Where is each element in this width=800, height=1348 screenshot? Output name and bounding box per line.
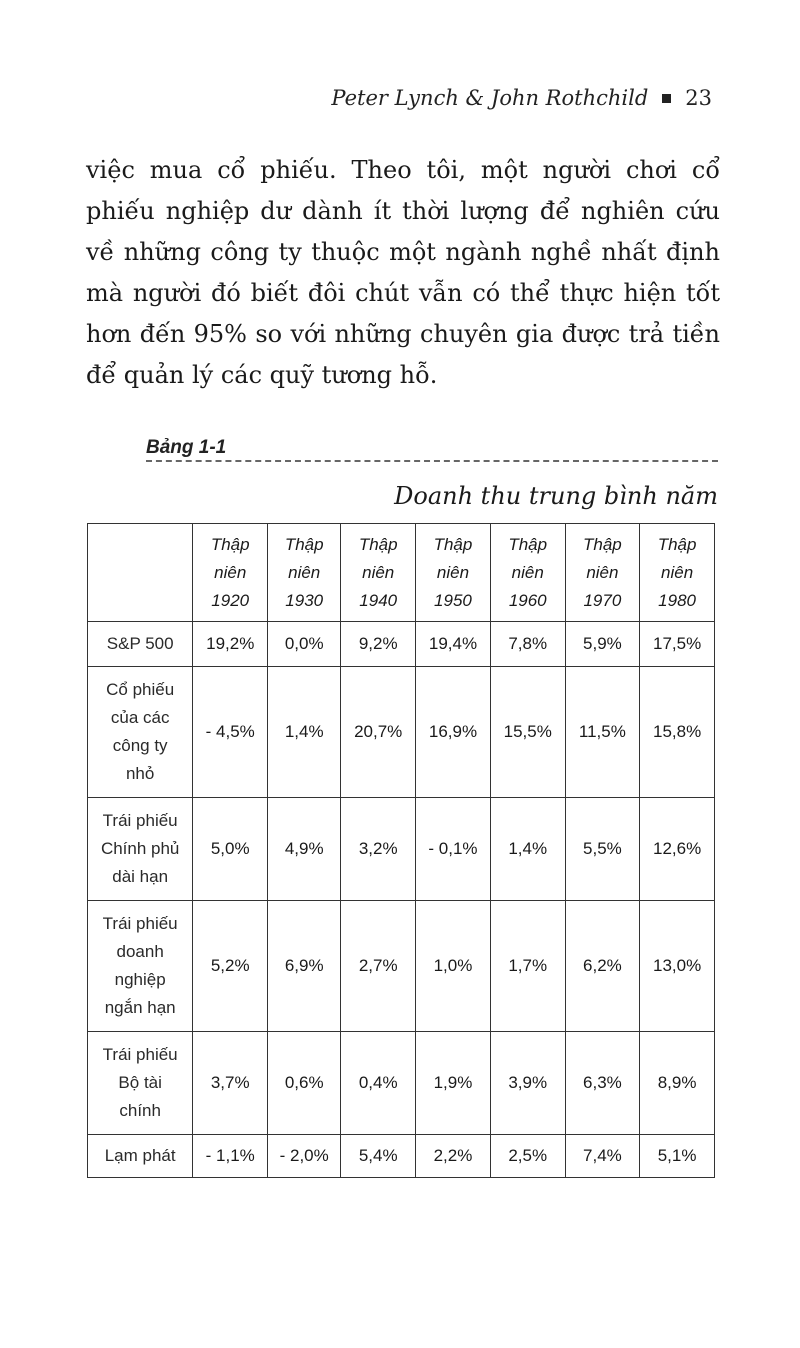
table-header-row — [88, 524, 715, 622]
table-cell: 6,3% — [565, 1032, 640, 1135]
table-cell: 19,2% — [193, 622, 268, 667]
table-cell: 1,9% — [416, 1032, 491, 1135]
table-cell: 15,5% — [490, 667, 565, 798]
table-cell: 3,7% — [193, 1032, 268, 1135]
column-header: Thập niên 1930 — [268, 524, 341, 622]
table-cell: - 0,1% — [416, 798, 491, 901]
table-cell: 3,9% — [490, 1032, 565, 1135]
table-cell: 2,5% — [490, 1135, 565, 1178]
table-cell: 5,4% — [341, 1135, 416, 1178]
table-cell: 0,4% — [341, 1032, 416, 1135]
table-cell: 15,8% — [640, 667, 715, 798]
table-cell: 0,0% — [268, 622, 341, 667]
table-cell: 5,2% — [193, 901, 268, 1032]
table-cell: - 4,5% — [193, 667, 268, 798]
page-number: 23 — [685, 86, 712, 110]
table-cell: 20,7% — [341, 667, 416, 798]
column-header: Thập niên 1970 — [565, 524, 640, 622]
table-row — [88, 622, 715, 667]
table-cell: 0,6% — [268, 1032, 341, 1135]
table-row — [88, 1135, 715, 1178]
table-cell: 19,4% — [416, 622, 491, 667]
table-corner-cell — [88, 524, 193, 622]
table-caption: Doanh thu trung bình năm — [394, 482, 718, 510]
table-cell: - 1,1% — [193, 1135, 268, 1178]
column-header: Thập niên 1960 — [490, 524, 565, 622]
column-header: Thập niên 1920 — [193, 524, 268, 622]
table-cell: 1,4% — [490, 798, 565, 901]
table-cell: 5,5% — [565, 798, 640, 901]
table-cell: 7,8% — [490, 622, 565, 667]
table-cell: 4,9% — [268, 798, 341, 901]
table-cell: 2,2% — [416, 1135, 491, 1178]
table-cell: 1,0% — [416, 901, 491, 1032]
row-header: Trái phiếu doanh nghiệp ngắn hạn — [88, 901, 193, 1032]
table-cell: 7,4% — [565, 1135, 640, 1178]
body-paragraph: việc mua cổ phiếu. Theo tôi, một người chơi cổ phiếu nghiệp dư dành ít thời lượng để nghiên cứu về những công ty thuộc một ngành nghề nhất định mà người đó biết đôi chút vẫn có thể thực hiện tốt hơn đến 95% so với những chuyên gia được trả tiền để quản lý các quỹ tương hỗ. — [86, 156, 720, 389]
table-cell: 3,2% — [341, 798, 416, 901]
table-cell: 17,5% — [640, 622, 715, 667]
table-row — [88, 798, 715, 901]
row-header: S&P 500 — [88, 622, 193, 667]
table-row — [88, 667, 715, 798]
table-cell: 5,1% — [640, 1135, 715, 1178]
table-cell: - 2,0% — [268, 1135, 341, 1178]
table-cell: 5,0% — [193, 798, 268, 901]
running-header — [88, 86, 712, 110]
row-header: Trái phiếu Bộ tài chính — [88, 1032, 193, 1135]
row-header: Lạm phát — [88, 1135, 193, 1178]
column-header: Thập niên 1980 — [640, 524, 715, 622]
table-cell: 6,9% — [268, 901, 341, 1032]
table-cell: 13,0% — [640, 901, 715, 1032]
body-paragraph-block — [86, 150, 720, 396]
table-cell: 2,7% — [341, 901, 416, 1032]
table-cell: 8,9% — [640, 1032, 715, 1135]
table-row — [88, 1032, 715, 1135]
header-authors: Peter Lynch & John Rothchild — [331, 86, 649, 110]
table-cell: 9,2% — [341, 622, 416, 667]
table-cell: 12,6% — [640, 798, 715, 901]
table-cell: 1,7% — [490, 901, 565, 1032]
column-header: Thập niên 1950 — [416, 524, 491, 622]
row-header: Trái phiếu Chính phủ dài hạn — [88, 798, 193, 901]
table-label: Bảng 1-1 — [146, 437, 718, 462]
column-header: Thập niên 1940 — [341, 524, 416, 622]
table-cell: 16,9% — [416, 667, 491, 798]
returns-table — [87, 523, 715, 1178]
table-cell: 5,9% — [565, 622, 640, 667]
square-bullet-icon — [662, 94, 671, 103]
table-cell: 6,2% — [565, 901, 640, 1032]
table-row — [88, 901, 715, 1032]
row-header: Cổ phiếu của các công ty nhỏ — [88, 667, 193, 798]
table-cell: 11,5% — [565, 667, 640, 798]
table-cell: 1,4% — [268, 667, 341, 798]
